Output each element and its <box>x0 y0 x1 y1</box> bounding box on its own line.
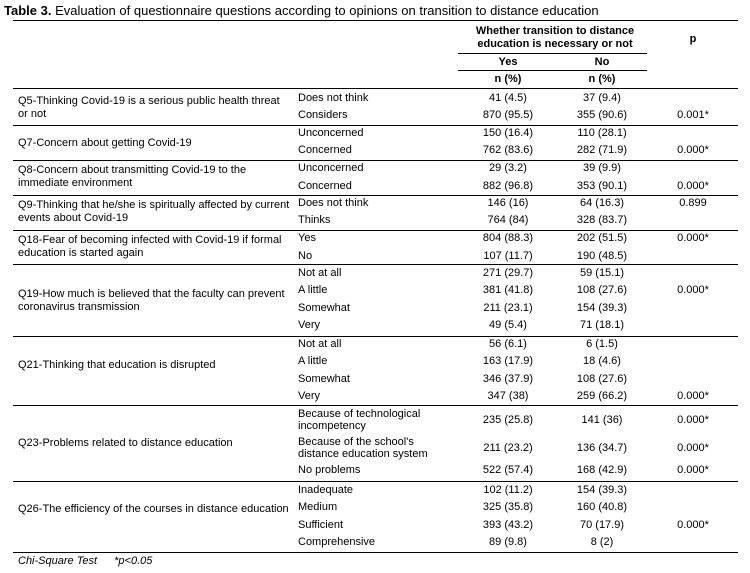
yes-value: 804 (88.3) <box>482 232 534 244</box>
group-header-rule <box>458 53 647 54</box>
option-label: Concerned <box>298 180 352 192</box>
yes-value: 41 (4.5) <box>489 92 527 104</box>
option-label: Not at all <box>298 338 342 350</box>
question-label: Q5-Thinking Covid-19 is a serious public health threat or not <box>18 95 280 120</box>
row-separator <box>13 336 738 337</box>
option-label: A little <box>298 284 328 296</box>
no-value: 168 (42.9) <box>576 464 628 476</box>
test-note: Chi-Square Test <box>18 555 98 567</box>
yes-value: 346 (37.9) <box>482 373 534 385</box>
no-value: 355 (90.6) <box>576 109 628 121</box>
option-label: Sufficient <box>298 519 344 531</box>
option-label: No problems <box>298 464 361 476</box>
yes-value: 49 (5.4) <box>489 319 527 331</box>
p-value: 0.001* <box>677 109 709 121</box>
table-number: Table 3. <box>4 3 52 18</box>
question-label: Q9-Thinking that he/she is spiritually affected by current events about Covid-19 <box>18 199 290 224</box>
option-label: Medium <box>298 501 338 513</box>
option-label: Unconcerned <box>298 127 364 139</box>
row-separator <box>13 264 738 265</box>
option-label: Very <box>298 319 321 331</box>
row-separator <box>13 230 738 231</box>
no-value: 39 (9.9) <box>583 162 621 174</box>
row-separator <box>13 125 738 126</box>
p-header: p <box>689 33 697 45</box>
no-value: 353 (90.1) <box>576 180 628 192</box>
no-value: 154 (39.3) <box>576 302 628 314</box>
option-label: Because of technological incompetency <box>298 408 421 432</box>
no-value: 108 (27.6) <box>576 284 628 296</box>
table-title: Evaluation of questionnaire questions according to opinions on transition to distance education <box>55 3 599 18</box>
n-pct-yes-header: n (%) <box>494 73 522 85</box>
option-label: Unconcerned <box>298 162 364 174</box>
option-label: Because of the school's distance education system <box>298 436 428 460</box>
option-label: No <box>298 250 313 262</box>
no-value: 282 (71.9) <box>576 144 628 156</box>
table-footnote <box>18 555 166 567</box>
header-bottom-rule <box>13 88 738 89</box>
significance-note: *p<0.05 <box>114 555 153 567</box>
yes-value: 762 (83.6) <box>482 144 534 156</box>
yes-value: 347 (38) <box>487 390 529 402</box>
no-value: 154 (39.3) <box>576 484 628 496</box>
no-value: 71 (18.1) <box>579 319 625 331</box>
p-value: 0.000* <box>677 144 709 156</box>
yes-value: 146 (16) <box>487 197 529 209</box>
no-value: 136 (34.7) <box>576 442 628 454</box>
no-value: 108 (27.6) <box>576 373 628 385</box>
p-value: 0.000* <box>677 284 709 296</box>
p-value: 0.000* <box>677 232 709 244</box>
n-pct-no-header: n (%) <box>588 73 616 85</box>
option-label: Does not think <box>298 197 369 209</box>
group-header: Whether transition to distance education is necessary or not <box>475 25 635 50</box>
yes-value: 522 (57.4) <box>482 464 534 476</box>
yes-value: 271 (29.7) <box>482 267 534 279</box>
option-label: Very <box>298 390 321 402</box>
yes-value: 325 (35.8) <box>482 501 534 513</box>
option-label: Comprehensive <box>298 536 376 548</box>
yes-value: 107 (11.7) <box>483 250 533 262</box>
no-value: 6 (1.5) <box>586 338 618 350</box>
no-value: 110 (28.1) <box>577 127 627 139</box>
yes-value: 235 (25.8) <box>482 414 534 426</box>
option-label: Not at all <box>298 267 342 279</box>
row-separator <box>13 481 738 482</box>
option-label: Inadequate <box>298 484 354 496</box>
no-value: 70 (17.9) <box>579 519 625 531</box>
yes-value: 870 (95.5) <box>482 109 534 121</box>
p-value: 0.000* <box>677 390 709 402</box>
no-value: 190 (48.5) <box>576 250 628 262</box>
no-value: 141 (36) <box>581 414 623 426</box>
option-label: A little <box>298 355 328 367</box>
no-value: 328 (83.7) <box>576 214 628 226</box>
no-value: 59 (15.1) <box>579 267 625 279</box>
yes-value: 29 (3.2) <box>489 162 527 174</box>
question-label: Q21-Thinking that education is disrupted <box>18 359 216 371</box>
no-value: 37 (9.4) <box>583 92 621 104</box>
p-value: 0.000* <box>677 519 709 531</box>
question-label: Q8-Concern about transmitting Covid-19 to the immediate environment <box>18 164 247 189</box>
question-label: Q23-Problems related to distance education <box>18 437 233 449</box>
option-label: Considers <box>298 109 348 121</box>
no-value: 8 (2) <box>590 536 614 548</box>
bottom-rule <box>13 552 738 553</box>
yes-value: 89 (9.8) <box>489 536 527 548</box>
yes-header: Yes <box>498 56 518 68</box>
no-value: 64 (16.3) <box>579 197 625 209</box>
question-label: Q7-Concern about getting Covid-19 <box>18 137 192 149</box>
subheader-rule <box>458 70 647 71</box>
option-label: Yes <box>298 232 316 244</box>
no-value: 202 (51.5) <box>576 232 628 244</box>
yes-value: 163 (17.9) <box>482 355 534 367</box>
question-label: Q19-How much is believed that the faculty can prevent coronavirus transmission <box>18 288 285 313</box>
no-header: No <box>594 56 610 68</box>
option-label: Somewhat <box>298 302 350 314</box>
option-label: Concerned <box>298 144 352 156</box>
p-value: 0.000* <box>677 464 709 476</box>
question-label: Q18-Fear of becoming infected with Covid-19 if formal education is started again <box>18 234 282 259</box>
row-separator <box>13 160 738 161</box>
yes-value: 764 (84) <box>487 214 529 226</box>
yes-value: 882 (96.8) <box>482 180 534 192</box>
no-value: 160 (40.8) <box>576 501 628 513</box>
option-label: Does not think <box>298 92 369 104</box>
question-label: Q26-The efficiency of the courses in distance education <box>18 503 289 515</box>
no-value: 259 (66.2) <box>576 390 628 402</box>
p-value: 0.899 <box>679 197 707 209</box>
yes-value: 102 (11.2) <box>483 484 533 496</box>
yes-value: 381 (41.8) <box>482 284 534 296</box>
top-rule <box>13 20 738 21</box>
row-separator <box>13 195 738 196</box>
option-label: Somewhat <box>298 373 350 385</box>
option-label: Thinks <box>298 214 331 226</box>
yes-value: 150 (16.4) <box>482 127 534 139</box>
p-value: 0.000* <box>677 414 709 426</box>
p-value: 0.000* <box>677 180 709 192</box>
p-value: 0.000* <box>677 442 709 454</box>
yes-value: 393 (43.2) <box>482 519 534 531</box>
yes-value: 56 (6.1) <box>489 338 527 350</box>
table-caption <box>4 3 599 18</box>
row-separator <box>13 405 738 406</box>
yes-value: 211 (23.1) <box>483 302 533 314</box>
yes-value: 211 (23.2) <box>483 442 533 454</box>
no-value: 18 (4.6) <box>583 355 621 367</box>
